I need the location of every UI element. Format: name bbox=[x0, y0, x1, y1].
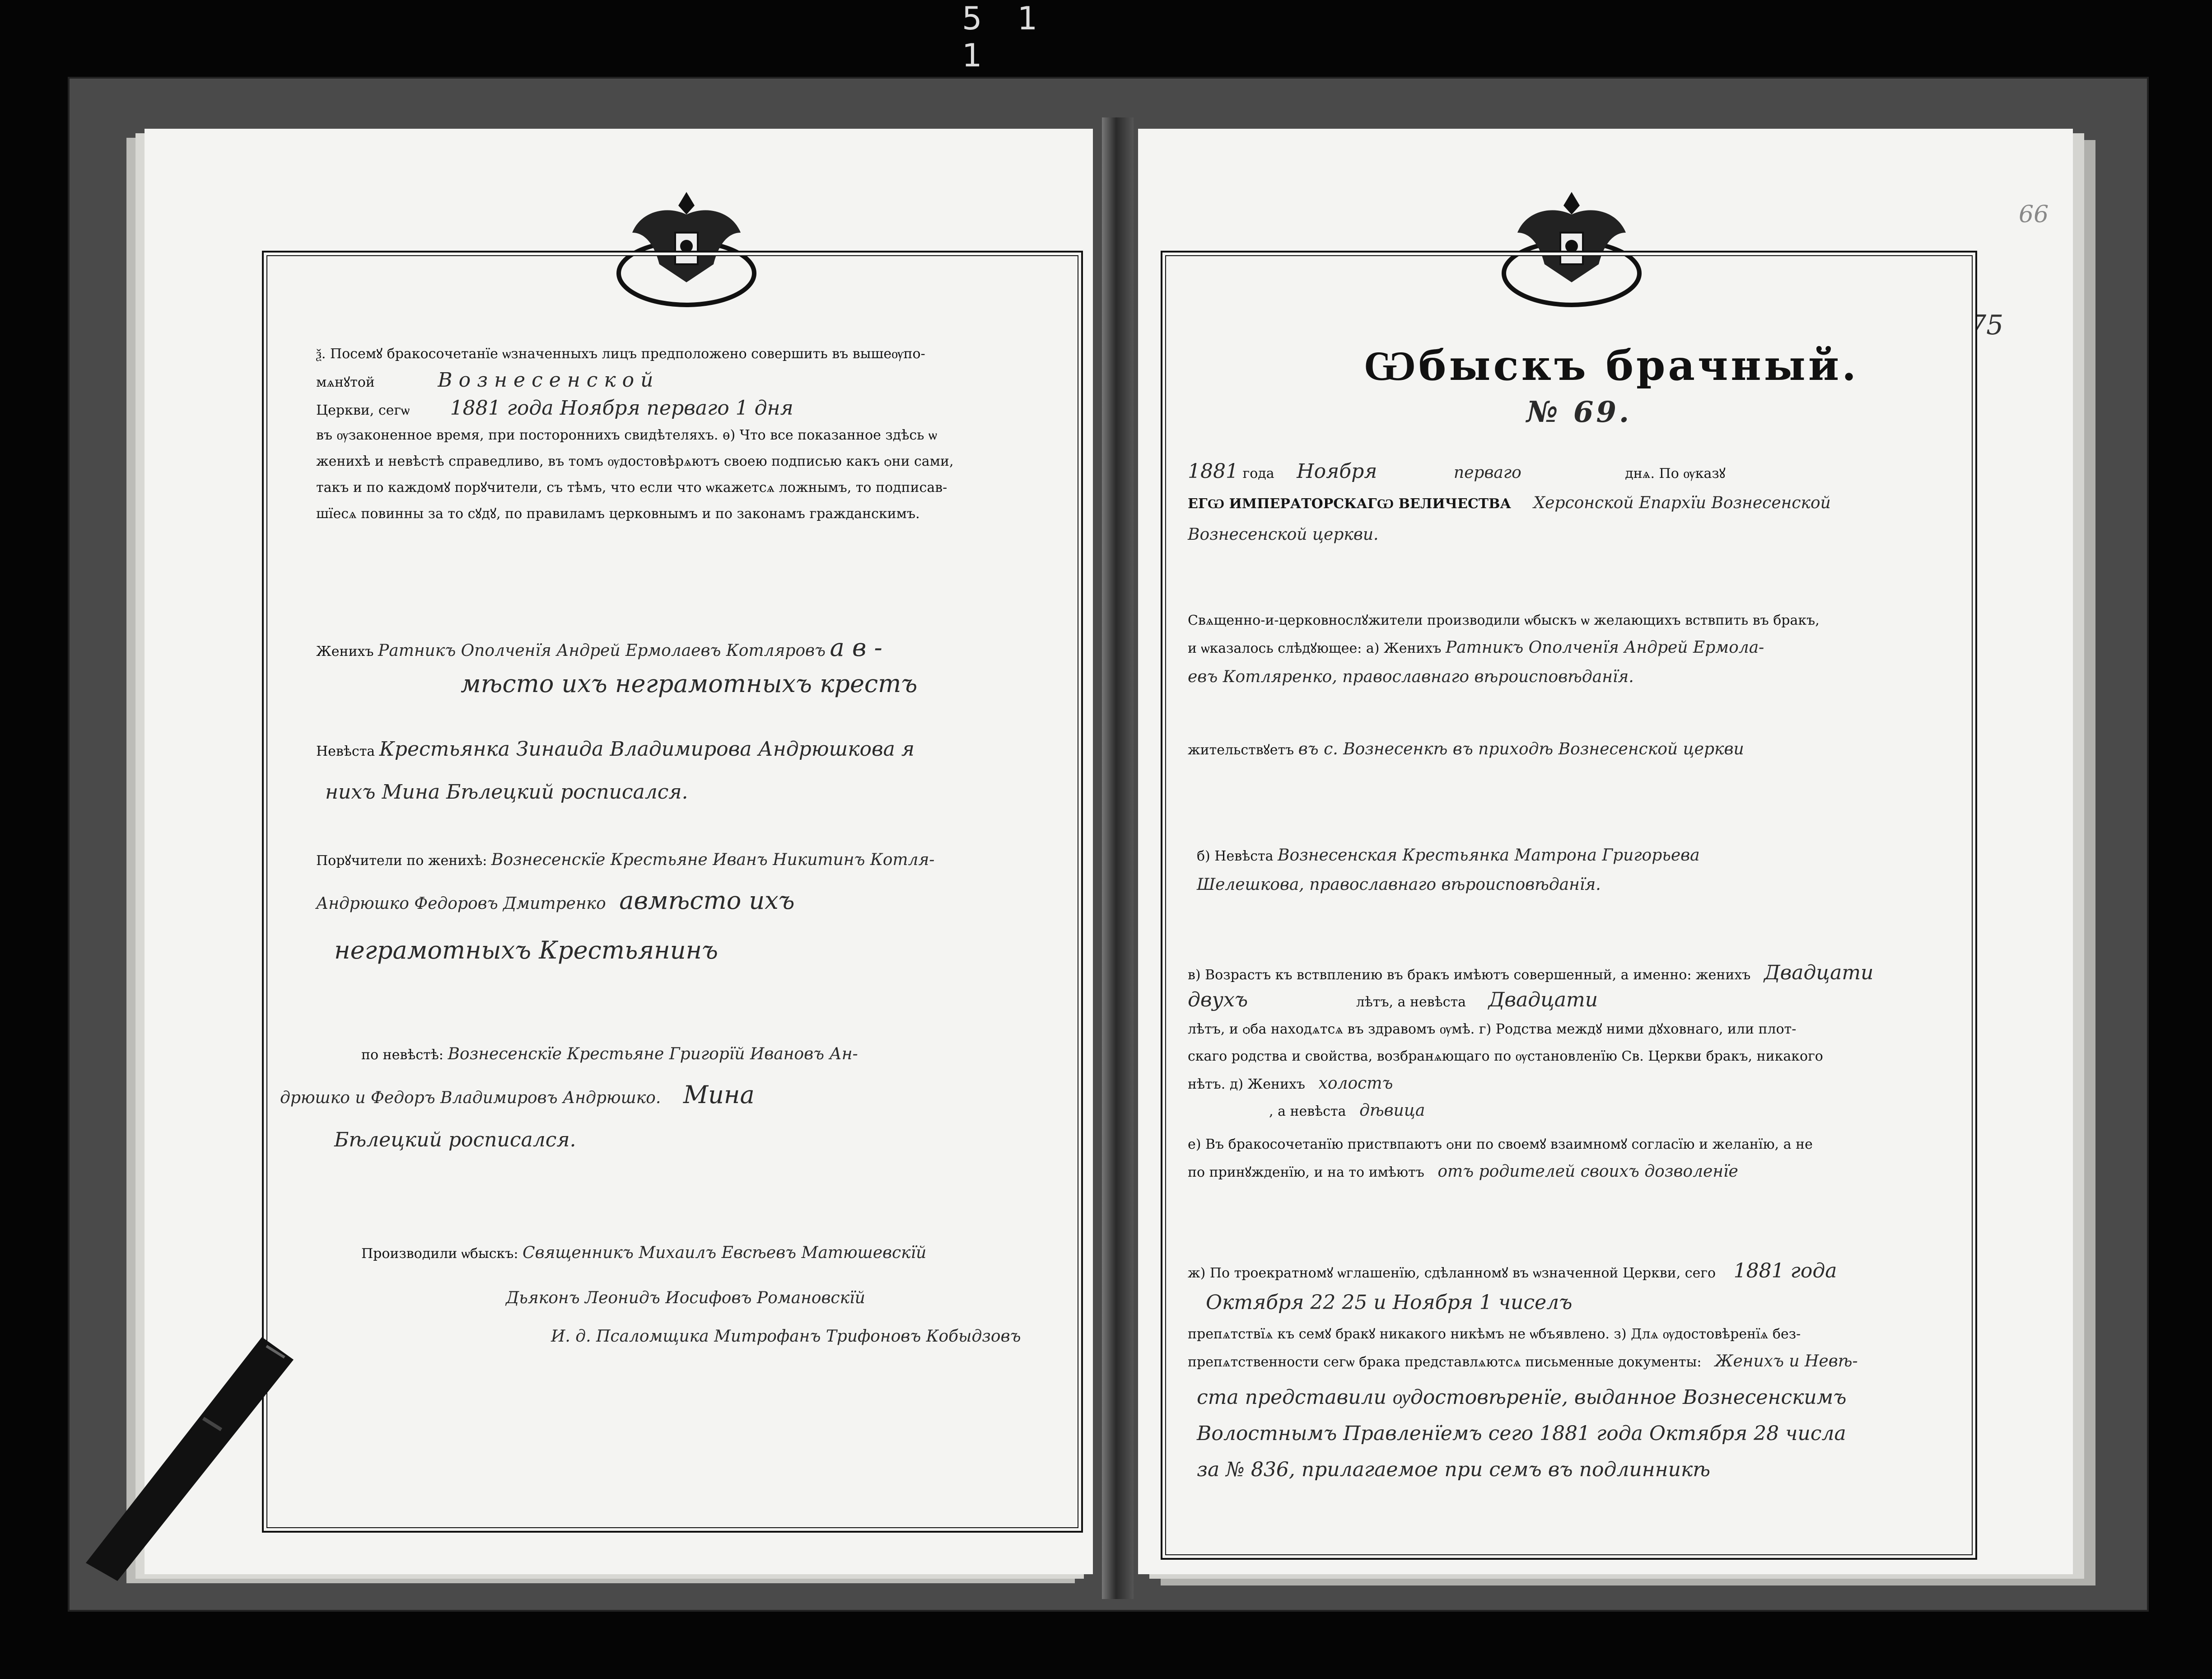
church-handwritten: Вознесенской церкви. bbox=[1188, 525, 1379, 544]
groom-name-handwritten-right-2: евъ Котляренко, православнаго вѣроисповѣданїя. bbox=[1188, 668, 1634, 686]
bride-sureties-handwritten: Вознесенскїе Крестьяне Григорїй Ивановъ Ан- bbox=[448, 1045, 858, 1063]
groom-signature-line bbox=[316, 635, 882, 665]
groom-name-handwritten-right: Ратникъ Ополченїя Андрей Ермола- bbox=[1446, 638, 1764, 657]
groom-sureties-handwritten: Вознесенскїе Крестьяне Иванъ Никитинъ Котля- bbox=[491, 851, 935, 869]
age-line bbox=[1188, 960, 1873, 988]
groom-sureties-handwritten-2: Андрюшко Федоровъ Дмитренко bbox=[316, 894, 606, 913]
documents-handwritten-2: ста представили ѹдостовѣренїе, выданное Вознесенскимъ bbox=[1197, 1386, 1847, 1409]
marriage-place-line-4: въ ѹзаконенное время, при постороннихъ свидѣтеляхъ. ѳ) Что все показанное здѣсь ѡ bbox=[316, 427, 937, 443]
age-label: в) Возрастъ къ вствплению въ бракъ имѣютъ совершенный, а именно: женихъ bbox=[1188, 967, 1751, 983]
document-title: Ѡбыскъ брачный. bbox=[1364, 341, 1859, 390]
groom-signature-cont: а в - bbox=[830, 633, 882, 662]
groom-sureties-handwritten-3: неграмотныхъ Крестьянинъ bbox=[334, 936, 719, 964]
folio-number: 66 bbox=[2019, 201, 2049, 228]
marriage-place-line-6: такъ и по каждомꙋ порꙋчители, съ тѣмъ, что если что ѡкажетсѧ ложнымъ, то подписав- bbox=[316, 480, 947, 496]
examiners-line-3 bbox=[551, 1324, 1021, 1351]
groom-name-line-2 bbox=[1188, 664, 1634, 691]
bride-sureties-handwritten-2b: Мина bbox=[683, 1080, 755, 1109]
consent-label: по принꙋжденїю, и на то имѣютъ bbox=[1188, 1165, 1424, 1180]
majesty-line bbox=[1188, 490, 1831, 517]
bride-age-handwritten: Двадцати bbox=[1488, 988, 1598, 1011]
consent-line-1: е) Въ бракосочетанїю приствпаютъ ѻни по своемꙋ взаимномꙋ согласїю и желанїю, а не bbox=[1188, 1136, 1813, 1152]
groom-age-handwritten-2: двухъ bbox=[1188, 988, 1248, 1011]
banns-dates-handwritten: Октября 22 25 и Ноября 1 чиселъ bbox=[1206, 1291, 1573, 1314]
residence-handwritten: въ с. Вознесенкѣ въ приходѣ Вознесенской церкви bbox=[1298, 740, 1744, 758]
eparchy-handwritten: Херсонской Епархїи Вознесенской bbox=[1533, 494, 1831, 512]
right-page bbox=[1138, 129, 2073, 1574]
bride-line-2 bbox=[1197, 872, 1601, 899]
date-line bbox=[1188, 458, 1726, 487]
banns-label: ж) По троекратномꙋ ѡглашенїю, сдѣланномꙋ въ ѡзначенной Церкви, сего bbox=[1188, 1265, 1716, 1281]
banns-year-handwritten: 1881 года bbox=[1733, 1259, 1837, 1282]
groom-name-line bbox=[1188, 635, 1764, 662]
groom-sureties-line-2 bbox=[316, 888, 795, 918]
record-number: № 69. bbox=[1526, 395, 1632, 429]
groom-sureties-label: Порꙋчители по женихѣ: bbox=[316, 853, 487, 869]
examiner-priest-handwritten: Священникъ Михаилъ Евсѣевъ Матюшевскїй bbox=[523, 1244, 927, 1262]
church-line bbox=[1188, 522, 1378, 549]
bride-sureties-label: по невѣстѣ: bbox=[361, 1047, 443, 1063]
marriage-place-line-5: женихѣ и невѣстѣ справедливо, въ томъ ѹдостовѣрѧютъ своею подписью какъ ѻни сами, bbox=[316, 454, 954, 469]
documents-line-2 bbox=[1197, 1384, 1847, 1413]
examiner-deacon-handwritten: Дьяконъ Леонидъ Иосифовъ Романовскїй bbox=[506, 1289, 865, 1307]
groom-label: Женихъ bbox=[316, 644, 374, 659]
banns-line-1 bbox=[1188, 1258, 1837, 1286]
groom-signature-line-2 bbox=[461, 671, 917, 701]
parental-consent-handwritten: отъ родителей своихъ дозволенїе bbox=[1437, 1162, 1738, 1181]
banns-line-3: препѧтствїѧ къ семꙋ бракꙋ никакого никѣмъ не ѡбъявлено. з) Длѧ ѹдостовѣренїѧ без- bbox=[1188, 1326, 1801, 1342]
kinship-line-2: скаго родства и свойства, возбранѧющаго по ѹстановленїю Св. Церкви бракъ, никакого bbox=[1188, 1048, 1823, 1064]
documents-handwritten-3: Волостнымъ Правленїемъ сего 1881 года Октября 28 числа bbox=[1197, 1422, 1846, 1445]
majesty-label: ЕГѠ ИМПЕРАТОРСКАГѠ ВЕЛИЧЕСТВА bbox=[1188, 496, 1511, 512]
residence-line bbox=[1188, 736, 1744, 763]
bride-sureties-handwritten-2: дрюшко и Федоръ Владимировъ Андрюшко. bbox=[280, 1089, 661, 1107]
bride-sureties-line-3 bbox=[334, 1127, 576, 1155]
groom-sureties-handwritten-2b: авмѣсто ихъ bbox=[619, 886, 795, 915]
bride-status-handwritten: дѣвица bbox=[1359, 1101, 1425, 1120]
examiners-line bbox=[361, 1240, 926, 1267]
bride-status-label: , а невѣста bbox=[1269, 1104, 1346, 1119]
bride-line bbox=[1197, 842, 1700, 870]
bride-sureties-line-2 bbox=[280, 1082, 755, 1112]
book-spine bbox=[1102, 117, 1134, 1599]
bride-label: Невѣста bbox=[316, 744, 375, 759]
church-year-label: Церкви, сегѡ bbox=[316, 402, 410, 418]
bride-signer-handwritten: нихъ Мина Бѣлецкий росписался. bbox=[325, 781, 688, 804]
bride-signature-line bbox=[316, 736, 915, 765]
groom-sureties-line bbox=[316, 847, 934, 874]
documents-handwritten: Женихъ и Невѣ- bbox=[1715, 1352, 1858, 1370]
groom-label-right: и ѡказалось слѣдꙋющее: а) Женихъ bbox=[1188, 641, 1442, 656]
groom-name-handwritten: Ратникъ Ополченїя Андрей Ермолаевъ Котляровъ bbox=[378, 641, 826, 660]
residence-label: жительствꙋетъ bbox=[1188, 742, 1294, 758]
bride-sureties-handwritten-3: Бѣлецкий росписался. bbox=[334, 1128, 576, 1151]
bride-signature-line-2 bbox=[325, 779, 688, 808]
groom-sureties-line-3 bbox=[334, 937, 718, 968]
marriage-place-line-2 bbox=[316, 367, 653, 396]
marriage-date-handwritten: 1881 года Ноября перваго 1 дня bbox=[450, 397, 793, 420]
church-label: мѧнꙋтой bbox=[316, 374, 375, 390]
marital-status-line bbox=[1188, 1071, 1393, 1098]
examiner-psalmist-handwritten: И. д. Псаломщика Митрофанъ Трифоновъ Кобыдзовъ bbox=[551, 1327, 1021, 1346]
examiners-label: Производили ѡбыскъ: bbox=[361, 1246, 518, 1262]
bride-name-handwritten-right: Вознесенская Крестьянка Матрона Григорьева bbox=[1278, 846, 1700, 865]
examiners-line-2 bbox=[506, 1285, 865, 1312]
groom-cross-handwritten: мѣсто ихъ неграмотныхъ крестъ bbox=[461, 669, 918, 698]
documents-line-3 bbox=[1197, 1421, 1846, 1449]
banns-line-2 bbox=[1206, 1290, 1572, 1318]
groom-age-handwritten: Двадцати bbox=[1764, 961, 1874, 984]
year-label: года bbox=[1242, 466, 1274, 482]
bride-sureties-line bbox=[361, 1041, 858, 1068]
month-handwritten: Ноября bbox=[1297, 460, 1377, 483]
documents-handwritten-4: за № 836, прилагаемое при семъ въ подлинникѣ bbox=[1197, 1458, 1711, 1481]
decree-label: днѧ. По ѹказꙋ bbox=[1625, 466, 1726, 482]
marriage-place-line-1: ѯ. Посемꙋ бракосочетанїе ѡзначенныхъ лицъ предположено совершить въ вышеѹпо- bbox=[316, 346, 925, 362]
bride-name-handwritten: Крестьянка Зинаида Владимирова Андрюшкова я bbox=[379, 738, 915, 761]
bride-age-label: лѣтъ, а невѣста bbox=[1356, 994, 1466, 1010]
folio-number-2: 75 bbox=[1969, 309, 2004, 341]
bride-label-right: б) Невѣста bbox=[1197, 848, 1274, 864]
groom-status-handwritten: холостъ bbox=[1318, 1074, 1393, 1093]
groom-intro-line: Свѧщенно-и-церковнослꙋжители производили ѡбыскъ ѡ желающихъ вствпить въ бракъ, bbox=[1188, 613, 1820, 628]
church-name-handwritten: В о з н е с е н с к о й bbox=[438, 369, 653, 392]
scanner-mark: 5 1 1 bbox=[962, 0, 1050, 74]
bride-status-line bbox=[1269, 1098, 1425, 1125]
documents-line bbox=[1188, 1348, 1858, 1375]
kinship-line-1: лѣтъ, и ѻба находѧтсѧ въ здравомъ ѹмѣ. г) Родства междꙋ ними дꙋховнаго, или плот- bbox=[1188, 1021, 1797, 1037]
consent-line-2 bbox=[1188, 1159, 1738, 1186]
year-handwritten: 1881 bbox=[1188, 460, 1238, 483]
documents-label: препѧтственности сегѡ брака представлѧютсѧ письменные документы: bbox=[1188, 1354, 1702, 1370]
day-handwritten: перваго bbox=[1453, 463, 1521, 482]
marriage-date-line bbox=[316, 395, 793, 424]
groom-status-label: нѣтъ. д) Женихъ bbox=[1188, 1076, 1306, 1092]
bride-name-handwritten-right-2: Шелешкова, православнаго вѣроисповѣданїя. bbox=[1197, 875, 1601, 894]
fountain-pen bbox=[68, 1328, 303, 1599]
documents-line-4 bbox=[1197, 1457, 1710, 1485]
marriage-place-line-7: шїесѧ повинны за то сꙋдꙋ, по правиламъ церковнымъ и по законамъ гражданскимъ. bbox=[316, 506, 920, 522]
age-line-2 bbox=[1188, 987, 1598, 1015]
